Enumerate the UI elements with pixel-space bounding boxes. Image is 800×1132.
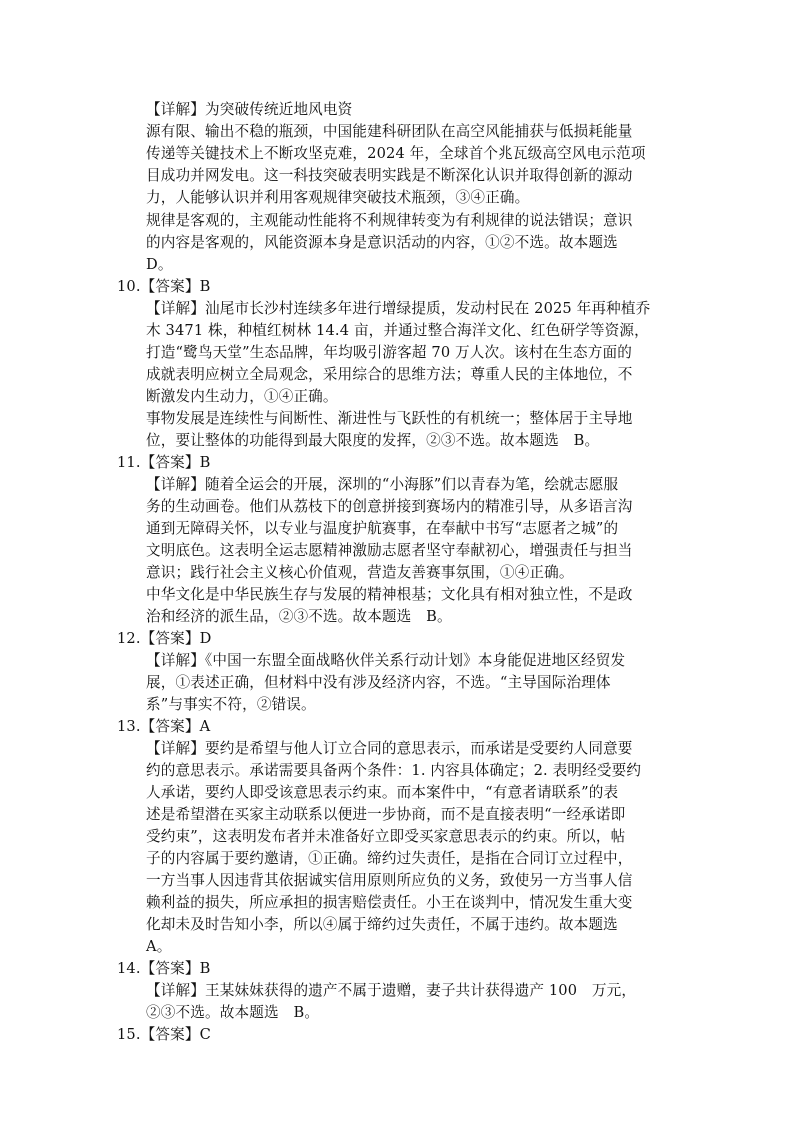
text-line: 人承诺，要约人即受该意思表示约束。而本案件中，“有意者请联系”的表 <box>146 784 619 801</box>
text-line: 打造“鹭鸟天堂”生态品牌，年均吸引游客超 70 万人次。该村在生态方面的 <box>146 344 632 361</box>
answer-line: 15.【答案】C <box>117 1026 211 1043</box>
text-line: 【详解】王某妹妹获得的遗产不属于遗赠，妻子共计获得遗产 100 万元， <box>146 982 637 999</box>
text-line: 务的生动画卷。他们从荔枝下的创意拼接到赛场内的精准引导，从多语言沟 <box>146 498 633 515</box>
text-line: 成就表明应树立全局观念，采用综合的思维方法；尊重人民的主体地位，不 <box>146 366 633 383</box>
text-line: ②③不选。故本题选 B。 <box>146 1004 320 1021</box>
text-line: 述是希望潜在买家主动联系以便进一步协商，而不是直接表明“一经承诺即 <box>146 806 626 823</box>
text-line: 传递等关键技术上不断攻坚克难，2024 年，全球首个兆瓦级高空风电示范项 <box>146 145 646 162</box>
text-line: 【详解】汕尾市长沙村连续多年进行增绿提质，发动村民在 2025 年再种植乔 <box>146 300 651 317</box>
text-line: 中华文化是中华民族生存与发展的精神根基；文化具有相对独立性，不是政 <box>146 586 633 603</box>
text-line: 子的内容属于要约邀请，①正确。缔约过失责任，是指在合同订立过程中， <box>146 850 633 867</box>
text-line: A。 <box>146 938 172 955</box>
text-line: 木 3471 株，种植红树林 14.4 亩，并通过整合海洋文化、红色研学等资源， <box>146 322 649 339</box>
text-line: 治和经济的派生品，②③不选。故本题选 B。 <box>146 608 452 625</box>
text-line: 的内容是客观的，风能资源本身是意识活动的内容，①②不选。故本题选 <box>146 234 618 251</box>
text-line: 约的意思表示。承诺需要具备两个条件：1. 内容具体确定；2. 表明经受要约 <box>146 762 642 779</box>
text-line: 系”与事实不符，②错误。 <box>146 696 316 713</box>
text-line: 【详解】要约是希望与他人订立合同的意思表示，而承诺是受要约人同意要 <box>146 740 633 757</box>
text-line: 化却未及时告知小李，所以④属于缔约过失责任，不属于违约。故本题选 <box>146 916 618 933</box>
text-line: 目成功并网发电。这一科技突破表明实践是不断深化认识并取得创新的源动 <box>146 167 633 184</box>
text-line: 通到无障碍关怀，以专业与温度护航赛事，在奉献中书写“志愿者之城”的 <box>146 520 619 537</box>
text-line: 展，①表述正确，但材料中没有涉及经济内容，不选。“主导国际治理体 <box>146 674 611 691</box>
text-line: 意识；践行社会主义核心价值观，营造友善赛事氛围，①④正确。 <box>146 564 574 581</box>
text-line: 受约束”，这表明发布者并未准备好立即受买家意思表示的约束。所以，帖 <box>146 828 626 845</box>
text-line: 断激发内生动力，①④正确。 <box>146 388 338 405</box>
answer-line: 14.【答案】B <box>117 960 211 977</box>
text-line: 文明底色。这表明全运志愿精神激励志愿者坚守奉献初心，增强责任与担当 <box>146 542 633 559</box>
text-line: D。 <box>146 256 173 273</box>
text-line: 【详解】《中国一东盟全面战略伙伴关系行动计划》本身能促进地区经贸发 <box>146 652 626 669</box>
text-line: 位，要让整体的功能得到最大限度的发挥，②③不选。故本题选 B。 <box>146 432 600 449</box>
answer-line: 10.【答案】B <box>117 278 211 295</box>
answer-line: 13.【答案】A <box>117 718 211 735</box>
text-line: 源有限、输出不稳的瓶颈，中国能建科研团队在高空风能捕获与低损耗能量 <box>146 123 633 140</box>
text-line: 一方当事人因违背其依据诚实信用原则所应负的义务，致使另一方当事人信 <box>146 872 633 889</box>
text-line: 事物发展是连续性与间断性、渐进性与飞跃性的有机统一；整体居于主导地 <box>146 410 633 427</box>
text-line: 【详解】为突破传统近地风电资 <box>146 101 353 118</box>
answer-line: 11.【答案】B <box>117 454 211 471</box>
answer-line: 12.【答案】D <box>117 630 212 647</box>
text-line: 赖利益的损失，所应承担的损害赔偿责任。小王在谈判中，情况发生重大变 <box>146 894 633 911</box>
text-line: 规律是客观的，主观能动性能将不利规律转变为有利规律的说法错误；意识 <box>146 212 633 229</box>
text-line: 【详解】随着全运会的开展，深圳的“小海豚”们以青春为笔，绘就志愿服 <box>146 476 619 493</box>
text-line: 力，人能够认识并利用客观规律突破技术瓶颈，③④正确。 <box>146 189 530 206</box>
